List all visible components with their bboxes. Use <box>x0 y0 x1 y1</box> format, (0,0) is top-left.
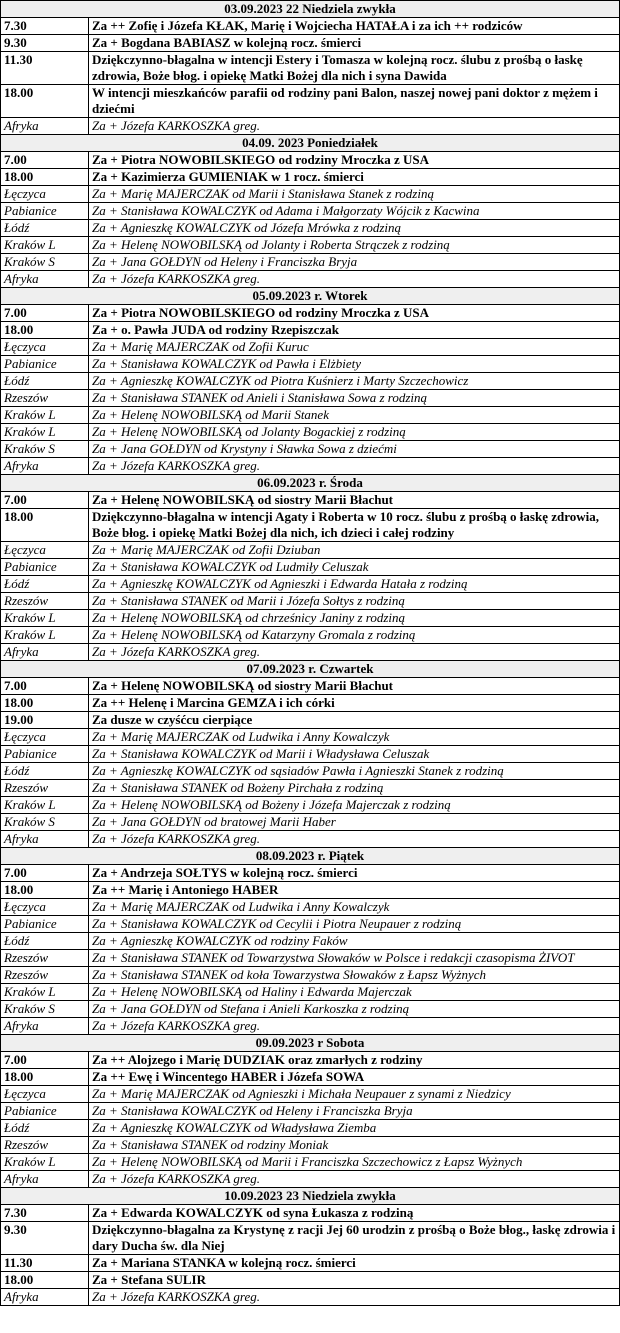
intention-text: Za + Helenę NOWOBILSKĄ od Bożeny i Józefa Majerczak z rodziną <box>89 797 620 814</box>
intention-text: Za + Józefa KARKOSZKA greg. <box>89 1018 620 1035</box>
mass-row <box>1 322 620 339</box>
mass-row <box>1 1272 620 1289</box>
intention-text: Za + Helenę NOWOBILSKĄ od Katarzyny Gromala z rodziną <box>89 627 620 644</box>
intention-text: Za + Kazimierza GUMIENIAK w 1 rocz. śmierci <box>89 169 620 186</box>
mass-time: 7.30 <box>1 18 89 35</box>
mission-location: Afryka <box>1 1289 89 1306</box>
mass-row <box>1 1255 620 1272</box>
intention-text: Za + Helenę NOWOBILSKĄ od Marii Stanek <box>89 407 620 424</box>
day-header-row <box>1 848 620 865</box>
mass-time: 11.30 <box>1 1255 89 1272</box>
day-header: 06.09.2023 r. Środa <box>1 475 620 492</box>
mass-row <box>1 1205 620 1222</box>
mass-time: 11.30 <box>1 52 89 85</box>
intention-text: Za + Helenę NOWOBILSKĄ od Jolanty i Roberta Strączek z rodziną <box>89 237 620 254</box>
intention-text: Za + Jana GOŁDYN od Heleny i Franciszka Bryja <box>89 254 620 271</box>
intention-text: Za + Stanisława STANEK od rodziny Moniak <box>89 1137 620 1154</box>
remote-intention-row <box>1 458 620 475</box>
mission-location: Pabianice <box>1 559 89 576</box>
intention-text: Za + Stanisława KOWALCZYK od Heleny i Franciszka Bryja <box>89 1103 620 1120</box>
intention-text: Za + Helenę NOWOBILSKĄ od Haliny i Edwarda Majerczak <box>89 984 620 1001</box>
mission-location: Łęczyca <box>1 186 89 203</box>
remote-intention-row <box>1 1018 620 1035</box>
intention-text: Za + Marię MAJERCZAK od Zofii Kuruc <box>89 339 620 356</box>
remote-intention-row <box>1 593 620 610</box>
mission-location: Afryka <box>1 831 89 848</box>
mass-row <box>1 52 620 85</box>
remote-intention-row <box>1 1171 620 1188</box>
mass-time: 18.00 <box>1 509 89 542</box>
remote-intention-row <box>1 203 620 220</box>
mission-location: Kraków S <box>1 254 89 271</box>
mass-time: 9.30 <box>1 1222 89 1255</box>
day-header-row <box>1 1 620 18</box>
mission-location: Rzeszów <box>1 390 89 407</box>
remote-intention-row <box>1 746 620 763</box>
remote-intention-row <box>1 933 620 950</box>
intention-text: Za + Agnieszkę KOWALCZYK od Władysława Ziemba <box>89 1120 620 1137</box>
day-header-row <box>1 661 620 678</box>
remote-intention-row <box>1 542 620 559</box>
intention-text: Za + Stanisława KOWALCZYK od Pawła i Elżbiety <box>89 356 620 373</box>
intention-text: Za ++ Zofię i Józefa KŁAK, Marię i Wojciecha HATAŁA i za ich ++ rodziców <box>89 18 620 35</box>
intention-text: Za + Jana GOŁDYN od Stefana i Anieli Karkoszka z rodziną <box>89 1001 620 1018</box>
intention-text: Za + Stanisława KOWALCZYK od Marii i Władysława Celuszak <box>89 746 620 763</box>
mass-time: 7.00 <box>1 305 89 322</box>
intention-text: Za + Stanisława STANEK od koła Towarzystwa Słowaków z Łapsz Wyżnych <box>89 967 620 984</box>
mass-time: 18.00 <box>1 1069 89 1086</box>
intention-text: Za + Jana GOŁDYN od Krystyny i Sławka Sowa z dziećmi <box>89 441 620 458</box>
intention-text: Za + Józefa KARKOSZKA greg. <box>89 644 620 661</box>
mission-location: Kraków L <box>1 424 89 441</box>
intention-text: Za + Józefa KARKOSZKA greg. <box>89 458 620 475</box>
intention-text: Za ++ Alojzego i Marię DUDZIAK oraz zmarłych z rodziny <box>89 1052 620 1069</box>
mass-time: 18.00 <box>1 1272 89 1289</box>
intention-text: W intencji mieszkańców parafii od rodziny pani Balon, naszej nowej pani doktor z mężem i dziećmi <box>89 85 620 118</box>
mass-row <box>1 1069 620 1086</box>
remote-intention-row <box>1 1137 620 1154</box>
mission-location: Pabianice <box>1 1103 89 1120</box>
intention-text: Za + Agnieszkę KOWALCZYK od rodziny Faków <box>89 933 620 950</box>
day-header-row <box>1 288 620 305</box>
intention-text: Dziękczynno-błagalna w intencji Estery i Tomasza w kolejną rocz. ślubu z prośbą o łaskę zdrowia, Boże błog. i opiekę Matki Bożej dla nich i syna Dawida <box>89 52 620 85</box>
remote-intention-row <box>1 916 620 933</box>
mass-time: 7.30 <box>1 1205 89 1222</box>
remote-intention-row <box>1 356 620 373</box>
remote-intention-row <box>1 1120 620 1137</box>
mission-location: Kraków L <box>1 610 89 627</box>
remote-intention-row <box>1 644 620 661</box>
remote-intention-row <box>1 424 620 441</box>
intention-text: Za + Bogdana BABIASZ w kolejną rocz. śmierci <box>89 35 620 52</box>
remote-intention-row <box>1 763 620 780</box>
intention-text: Za + Marię MAJERCZAK od Ludwika i Anny Kowalczyk <box>89 729 620 746</box>
mass-row <box>1 882 620 899</box>
intention-text: Za + Józefa KARKOSZKA greg. <box>89 1171 620 1188</box>
remote-intention-row <box>1 831 620 848</box>
day-header: 05.09.2023 r. Wtorek <box>1 288 620 305</box>
mission-location: Afryka <box>1 118 89 135</box>
mission-location: Łódź <box>1 373 89 390</box>
mission-location: Kraków L <box>1 797 89 814</box>
remote-intention-row <box>1 797 620 814</box>
mass-row <box>1 712 620 729</box>
remote-intention-row <box>1 1001 620 1018</box>
mass-row <box>1 152 620 169</box>
mission-location: Rzeszów <box>1 780 89 797</box>
intention-text: Za + Agnieszkę KOWALCZYK od Agnieszki i Edwarda Hatała z rodziną <box>89 576 620 593</box>
remote-intention-row <box>1 186 620 203</box>
mission-location: Łęczyca <box>1 339 89 356</box>
intention-text: Dziękczynno-błagalna za Krystynę z racji Jej 60 urodzin z prośbą o Boże błog., łaskę zdrowia i dary Ducha św. dla Niej <box>89 1222 620 1255</box>
intention-text: Za + Marię MAJERCZAK od Zofii Dziuban <box>89 542 620 559</box>
mass-intentions-body <box>1 1 620 1306</box>
mission-location: Kraków L <box>1 1154 89 1171</box>
intention-text: Za + Jana GOŁDYN od bratowej Marii Haber <box>89 814 620 831</box>
mass-row <box>1 695 620 712</box>
mass-time: 18.00 <box>1 695 89 712</box>
remote-intention-row <box>1 220 620 237</box>
remote-intention-row <box>1 780 620 797</box>
intention-text: Za + Helenę NOWOBILSKĄ od Marii i Franciszka Szczechowicz z Łapsz Wyżnych <box>89 1154 620 1171</box>
intention-text: Za ++ Marię i Antoniego HABER <box>89 882 620 899</box>
mission-location: Afryka <box>1 458 89 475</box>
intention-text: Za + Edwarda KOWALCZYK od syna Łukasza z rodziną <box>89 1205 620 1222</box>
mass-row <box>1 169 620 186</box>
mass-time: 7.00 <box>1 865 89 882</box>
mission-location: Łęczyca <box>1 899 89 916</box>
mission-location: Kraków L <box>1 237 89 254</box>
remote-intention-row <box>1 576 620 593</box>
mass-row <box>1 509 620 542</box>
remote-intention-row <box>1 814 620 831</box>
intention-text: Za + Stanisława STANEK od Marii i Józefa Sołtys z rodziną <box>89 593 620 610</box>
intention-text: Za + Stanisława KOWALCZYK od Cecylii i Piotra Neupauer z rodziną <box>89 916 620 933</box>
mass-row <box>1 18 620 35</box>
intention-text: Za + Stanisława KOWALCZYK od Adama i Małgorzaty Wójcik z Kacwina <box>89 203 620 220</box>
mass-time: 7.00 <box>1 1052 89 1069</box>
intention-text: Za + Agnieszkę KOWALCZYK od Piotra Kuśnierz i Marty Szczechowicz <box>89 373 620 390</box>
intention-text: Za + Helenę NOWOBILSKĄ od Jolanty Bogackiej z rodziną <box>89 424 620 441</box>
remote-intention-row <box>1 373 620 390</box>
mass-time: 19.00 <box>1 712 89 729</box>
intention-text: Za + Józefa KARKOSZKA greg. <box>89 118 620 135</box>
mass-time: 7.00 <box>1 152 89 169</box>
mass-time: 18.00 <box>1 882 89 899</box>
intention-text: Za + Stanisława STANEK od Towarzystwa Słowaków w Polsce i redakcji czasopisma ŻIVOT <box>89 950 620 967</box>
intention-text: Za + Marię MAJERCZAK od Ludwika i Anny Kowalczyk <box>89 899 620 916</box>
mission-location: Afryka <box>1 271 89 288</box>
mission-location: Rzeszów <box>1 967 89 984</box>
remote-intention-row <box>1 390 620 407</box>
intention-text: Za + Stanisława STANEK od Bożeny Pirchała z rodziną <box>89 780 620 797</box>
intention-text: Za ++ Helenę i Marcina GEMZA i ich córki <box>89 695 620 712</box>
day-header: 07.09.2023 r. Czwartek <box>1 661 620 678</box>
mission-location: Pabianice <box>1 746 89 763</box>
mass-time: 18.00 <box>1 169 89 186</box>
mass-time: 18.00 <box>1 85 89 118</box>
remote-intention-row <box>1 967 620 984</box>
day-header-row <box>1 1035 620 1052</box>
intention-text: Za + Agnieszkę KOWALCZYK od sąsiadów Pawła i Agnieszki Stanek z rodziną <box>89 763 620 780</box>
mission-location: Łęczyca <box>1 1086 89 1103</box>
remote-intention-row <box>1 1154 620 1171</box>
intention-text: Za + Helenę NOWOBILSKĄ od siostry Marii Błachut <box>89 492 620 509</box>
remote-intention-row <box>1 559 620 576</box>
day-header-row <box>1 1188 620 1205</box>
day-header-row <box>1 135 620 152</box>
mass-row <box>1 85 620 118</box>
remote-intention-row <box>1 950 620 967</box>
remote-intention-row <box>1 1289 620 1306</box>
mission-location: Pabianice <box>1 916 89 933</box>
intention-text: Za + Józefa KARKOSZKA greg. <box>89 831 620 848</box>
intention-text: Za + Józefa KARKOSZKA greg. <box>89 1289 620 1306</box>
day-header: 10.09.2023 23 Niedziela zwykła <box>1 1188 620 1205</box>
intention-text: Za + Marię MAJERCZAK od Marii i Stanisława Stanek z rodziną <box>89 186 620 203</box>
remote-intention-row <box>1 1086 620 1103</box>
intention-text: Za + Agnieszkę KOWALCZYK od Józefa Mrówka z rodziną <box>89 220 620 237</box>
day-header-row <box>1 475 620 492</box>
mission-location: Łęczyca <box>1 542 89 559</box>
intention-text: Za + Stanisława STANEK od Anieli i Stanisława Sowa z rodziną <box>89 390 620 407</box>
mass-row <box>1 678 620 695</box>
mass-time: 18.00 <box>1 322 89 339</box>
mission-location: Kraków S <box>1 441 89 458</box>
mission-location: Łódź <box>1 763 89 780</box>
intention-text: Dziękczynno-błagalna w intencji Agaty i Roberta w 10 rocz. ślubu z prośbą o łaskę zdrowia, Boże błog. i opiekę Matki Bożej dla nich, ich dzieci i całej rodziny <box>89 509 620 542</box>
intention-text: Za + Andrzeja SOŁTYS w kolejną rocz. śmierci <box>89 865 620 882</box>
intention-text: Za dusze w czyśćcu cierpiące <box>89 712 620 729</box>
intention-text: Za + Helenę NOWOBILSKĄ od chrześnicy Janiny z rodziną <box>89 610 620 627</box>
intention-text: Za + Helenę NOWOBILSKĄ od siostry Marii Błachut <box>89 678 620 695</box>
remote-intention-row <box>1 237 620 254</box>
intention-text: Za + Mariana STANKA w kolejną rocz. śmierci <box>89 1255 620 1272</box>
day-header: 08.09.2023 r. Piątek <box>1 848 620 865</box>
remote-intention-row <box>1 339 620 356</box>
mission-location: Kraków S <box>1 1001 89 1018</box>
mass-row <box>1 865 620 882</box>
mass-time: 7.00 <box>1 678 89 695</box>
remote-intention-row <box>1 984 620 1001</box>
remote-intention-row <box>1 729 620 746</box>
remote-intention-row <box>1 441 620 458</box>
mass-row <box>1 492 620 509</box>
remote-intention-row <box>1 118 620 135</box>
mission-location: Kraków L <box>1 407 89 424</box>
mission-location: Pabianice <box>1 203 89 220</box>
mission-location: Pabianice <box>1 356 89 373</box>
intention-text: Za + Piotra NOWOBILSKIEGO od rodziny Mroczka z USA <box>89 152 620 169</box>
intention-text: Za + Piotra NOWOBILSKIEGO od rodziny Mroczka z USA <box>89 305 620 322</box>
mass-row <box>1 1052 620 1069</box>
mass-row <box>1 1222 620 1255</box>
mission-location: Rzeszów <box>1 593 89 610</box>
mission-location: Rzeszów <box>1 1137 89 1154</box>
mission-location: Łódź <box>1 576 89 593</box>
remote-intention-row <box>1 407 620 424</box>
mass-time: 7.00 <box>1 492 89 509</box>
intention-text: Za ++ Ewę i Wincentego HABER i Józefa SOWA <box>89 1069 620 1086</box>
mission-location: Afryka <box>1 644 89 661</box>
remote-intention-row <box>1 271 620 288</box>
mission-location: Łęczyca <box>1 729 89 746</box>
mass-row <box>1 35 620 52</box>
day-header: 09.09.2023 r Sobota <box>1 1035 620 1052</box>
mission-location: Łódź <box>1 1120 89 1137</box>
intention-text: Za + Marię MAJERCZAK od Agnieszki i Michała Neupauer z synami z Niedzicy <box>89 1086 620 1103</box>
intention-text: Za + Stanisława KOWALCZYK od Ludmiły Celuszak <box>89 559 620 576</box>
intention-text: Za + Stefana SULIR <box>89 1272 620 1289</box>
mission-location: Kraków S <box>1 814 89 831</box>
mass-time: 9.30 <box>1 35 89 52</box>
mission-location: Afryka <box>1 1018 89 1035</box>
intention-text: Za + Józefa KARKOSZKA greg. <box>89 271 620 288</box>
mission-location: Afryka <box>1 1171 89 1188</box>
remote-intention-row <box>1 610 620 627</box>
intention-text: Za + o. Pawła JUDA od rodziny Rzepiszczak <box>89 322 620 339</box>
remote-intention-row <box>1 1103 620 1120</box>
mission-location: Rzeszów <box>1 950 89 967</box>
mass-row <box>1 305 620 322</box>
remote-intention-row <box>1 254 620 271</box>
mission-location: Łódź <box>1 933 89 950</box>
day-header: 04.09. 2023 Poniedziałek <box>1 135 620 152</box>
mission-location: Kraków L <box>1 984 89 1001</box>
mission-location: Łódź <box>1 220 89 237</box>
mission-location: Kraków L <box>1 627 89 644</box>
remote-intention-row <box>1 627 620 644</box>
remote-intention-row <box>1 899 620 916</box>
day-header: 03.09.2023 22 Niedziela zwykła <box>1 1 620 18</box>
